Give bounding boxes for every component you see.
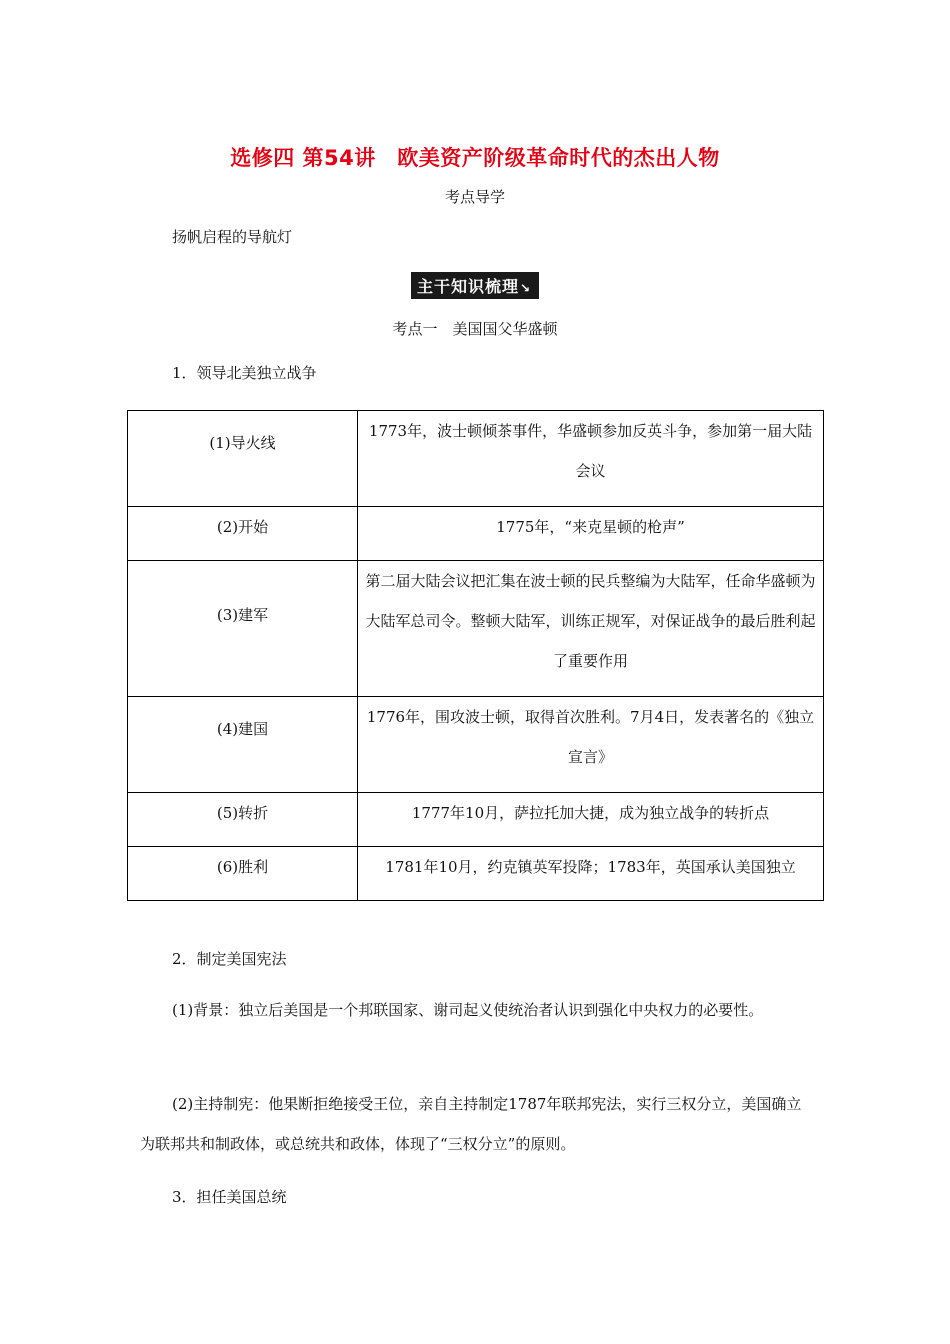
row-label: (1)导火线 (128, 411, 358, 507)
table-row (128, 697, 824, 793)
row-label: (6)胜利 (128, 847, 358, 901)
table-row (128, 507, 824, 561)
row-content: 1777年10月，萨拉托加大捷，成为独立战争的转折点 (358, 793, 824, 847)
section-heading-2: 2．制定美国宪法 (172, 950, 287, 968)
war-table (127, 410, 824, 901)
paragraph-background: (1)背景：独立后美国是一个邦联国家、谢司起义使统治者认识到强化中央权力的必要性。 (172, 1001, 764, 1019)
table-row (128, 411, 824, 507)
section-heading-3: 3．担任美国总统 (172, 1188, 287, 1206)
paragraph-constitution: (2)主持制宪：他果断拒绝接受王位，亲自主持制定1787年联邦宪法，实行三权分立，美国确立为联邦共和制政体，或总统共和政体，体现了“三权分立”的原则。 (140, 1095, 802, 1153)
point-heading: 考点一 美国国父华盛顿 (392, 320, 558, 338)
page-title: 选修四 第54讲 欧美资产阶级革命时代的杰出人物 (230, 146, 720, 170)
row-content: 1781年10月，约克镇英军投降；1783年，英国承认美国独立 (358, 847, 824, 901)
row-label: (2)开始 (128, 507, 358, 561)
row-label: (4)建国 (128, 697, 358, 793)
row-label: (3)建军 (128, 561, 358, 697)
table-row (128, 847, 824, 901)
section-banner (411, 272, 539, 299)
banner-label: 主干知识梳理 (416, 277, 519, 296)
row-content: 1773年，波士顿倾茶事件，华盛顿参加反英斗争，参加第一届大陆会议 (358, 411, 824, 507)
row-label: (5)转折 (128, 793, 358, 847)
table-row (128, 561, 824, 697)
section-heading-1: 1．领导北美独立战争 (172, 364, 317, 382)
row-content: 1776年，围攻波士顿，取得首次胜利。7月4日，发表著名的《独立宣言》 (358, 697, 824, 793)
table-row (128, 793, 824, 847)
banner-container (0, 272, 950, 299)
arrow-icon: ↘ (519, 281, 532, 295)
row-content: 第二届大陆会议把汇集在波士顿的民兵整编为大陆军，任命华盛顿为大陆军总司令。整顿大陆军，训练正规军，对保证战争的最后胜利起了重要作用 (358, 561, 824, 697)
page-subtitle: 考点导学 (444, 188, 505, 206)
guide-heading: 扬帆启程的导航灯 (172, 228, 293, 246)
row-content: 1775年，“来克星顿的枪声” (358, 507, 824, 561)
